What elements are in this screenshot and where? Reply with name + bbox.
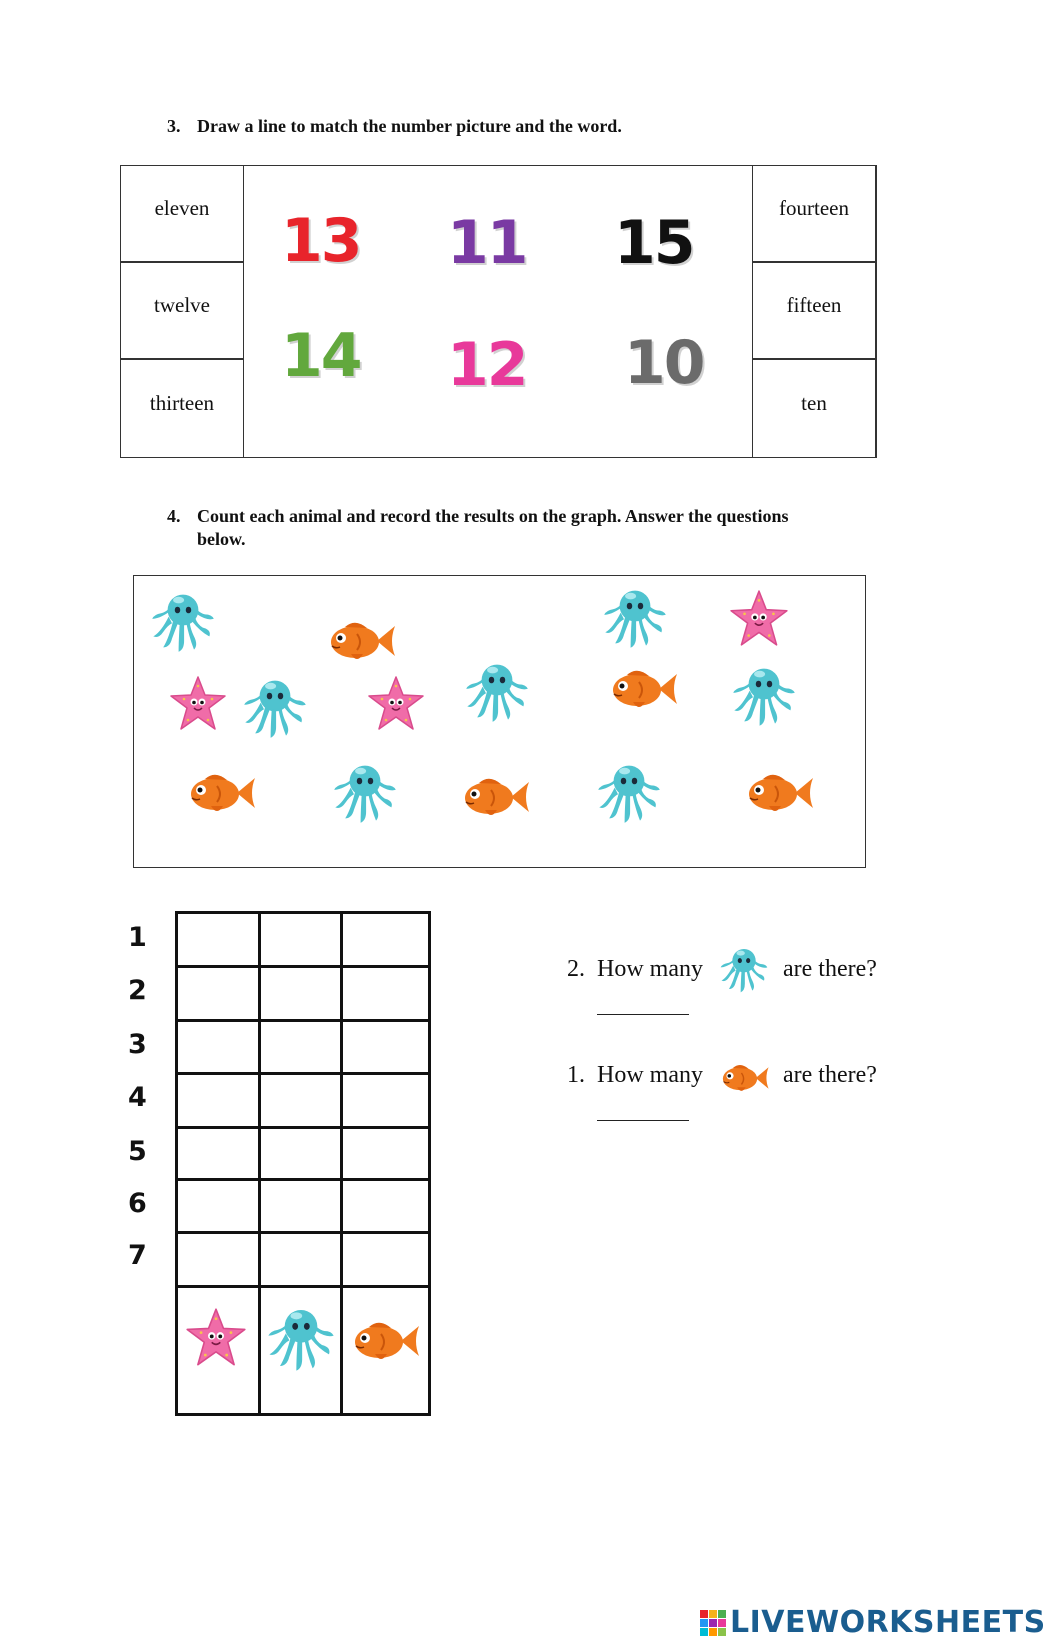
graph-y-label-4: 4 [128,1082,147,1113]
graph-column-fish[interactable] [343,914,428,1285]
animal-count-box [133,575,866,868]
section-3-text: Draw a line to match the number picture and the word. [197,116,622,136]
fish-icon [326,616,398,666]
word-twelve[interactable]: twelve [120,262,244,359]
octopus-icon [596,759,662,825]
graph-y-label-2: 2 [128,975,147,1006]
liveworksheets-footer [700,1605,1046,1640]
number-11[interactable]: 11 [447,208,527,278]
fish-icon [186,768,258,818]
section-4-text-line1: Count each animal and record the results on the graph. Answer the questions [197,506,789,526]
starfish-icon [184,1306,248,1370]
graph-y-label-3: 3 [128,1029,147,1060]
word-fourteen[interactable]: fourteen [752,165,876,262]
question-octopus [567,956,703,983]
number-14[interactable]: 14 [281,321,361,391]
graph-y-label-6: 6 [128,1188,147,1219]
octopus-icon [464,658,530,724]
pictograph-grid [175,911,431,1416]
word-thirteen[interactable]: thirteen [120,359,244,458]
graph-y-label-7: 7 [128,1240,147,1271]
word-ten[interactable]: ten [752,359,876,458]
question-octopus-number: 2. [567,956,585,982]
starfish-icon [366,674,426,734]
matching-table [120,165,877,458]
octopus-icon [602,584,668,650]
question-octopus-prefix: How many [597,956,703,982]
fish-icon [460,772,532,822]
starfish-icon [728,588,790,650]
question-fish-number: 1. [567,1062,585,1088]
starfish-icon [168,674,228,734]
word-fifteen[interactable]: fifteen [752,262,876,359]
fish-icon [350,1316,422,1366]
octopus-icon [731,662,797,728]
number-10[interactable]: 10 [624,328,704,398]
section-4-number: 4. [167,506,181,526]
fish-icon [608,664,680,714]
section-3-number: 3. [167,116,181,136]
octopus-icon [242,674,308,740]
section-3-instruction [167,115,867,139]
section-4-instruction [167,505,887,553]
footer-brand: LIVEWORKSHEETS [730,1605,1046,1640]
number-15[interactable]: 15 [614,208,694,278]
word-eleven[interactable]: eleven [120,165,244,262]
section-4-text-line2: below. [197,529,246,549]
number-13[interactable]: 13 [281,206,361,276]
octopus-icon [266,1303,336,1373]
number-12[interactable]: 12 [447,330,527,400]
question-octopus-suffix: are there? [783,956,877,982]
graph-y-label-1: 1 [128,922,147,953]
question-fish-prefix: How many [597,1062,703,1088]
liveworksheets-logo-icon [700,1610,726,1636]
answer-line-octopus[interactable] [597,1014,689,1015]
question-fish [567,1062,703,1089]
answer-line-fish[interactable] [597,1120,689,1121]
graph-column-octopus[interactable] [261,914,340,1285]
graph-column-starfish[interactable] [178,914,258,1285]
octopus-icon [332,759,398,825]
fish-icon [744,768,816,818]
octopus-icon [719,944,769,994]
question-fish-suffix: are there? [783,1062,877,1088]
octopus-icon [150,588,216,654]
fish-icon [720,1060,770,1096]
graph-y-label-5: 5 [128,1136,147,1167]
